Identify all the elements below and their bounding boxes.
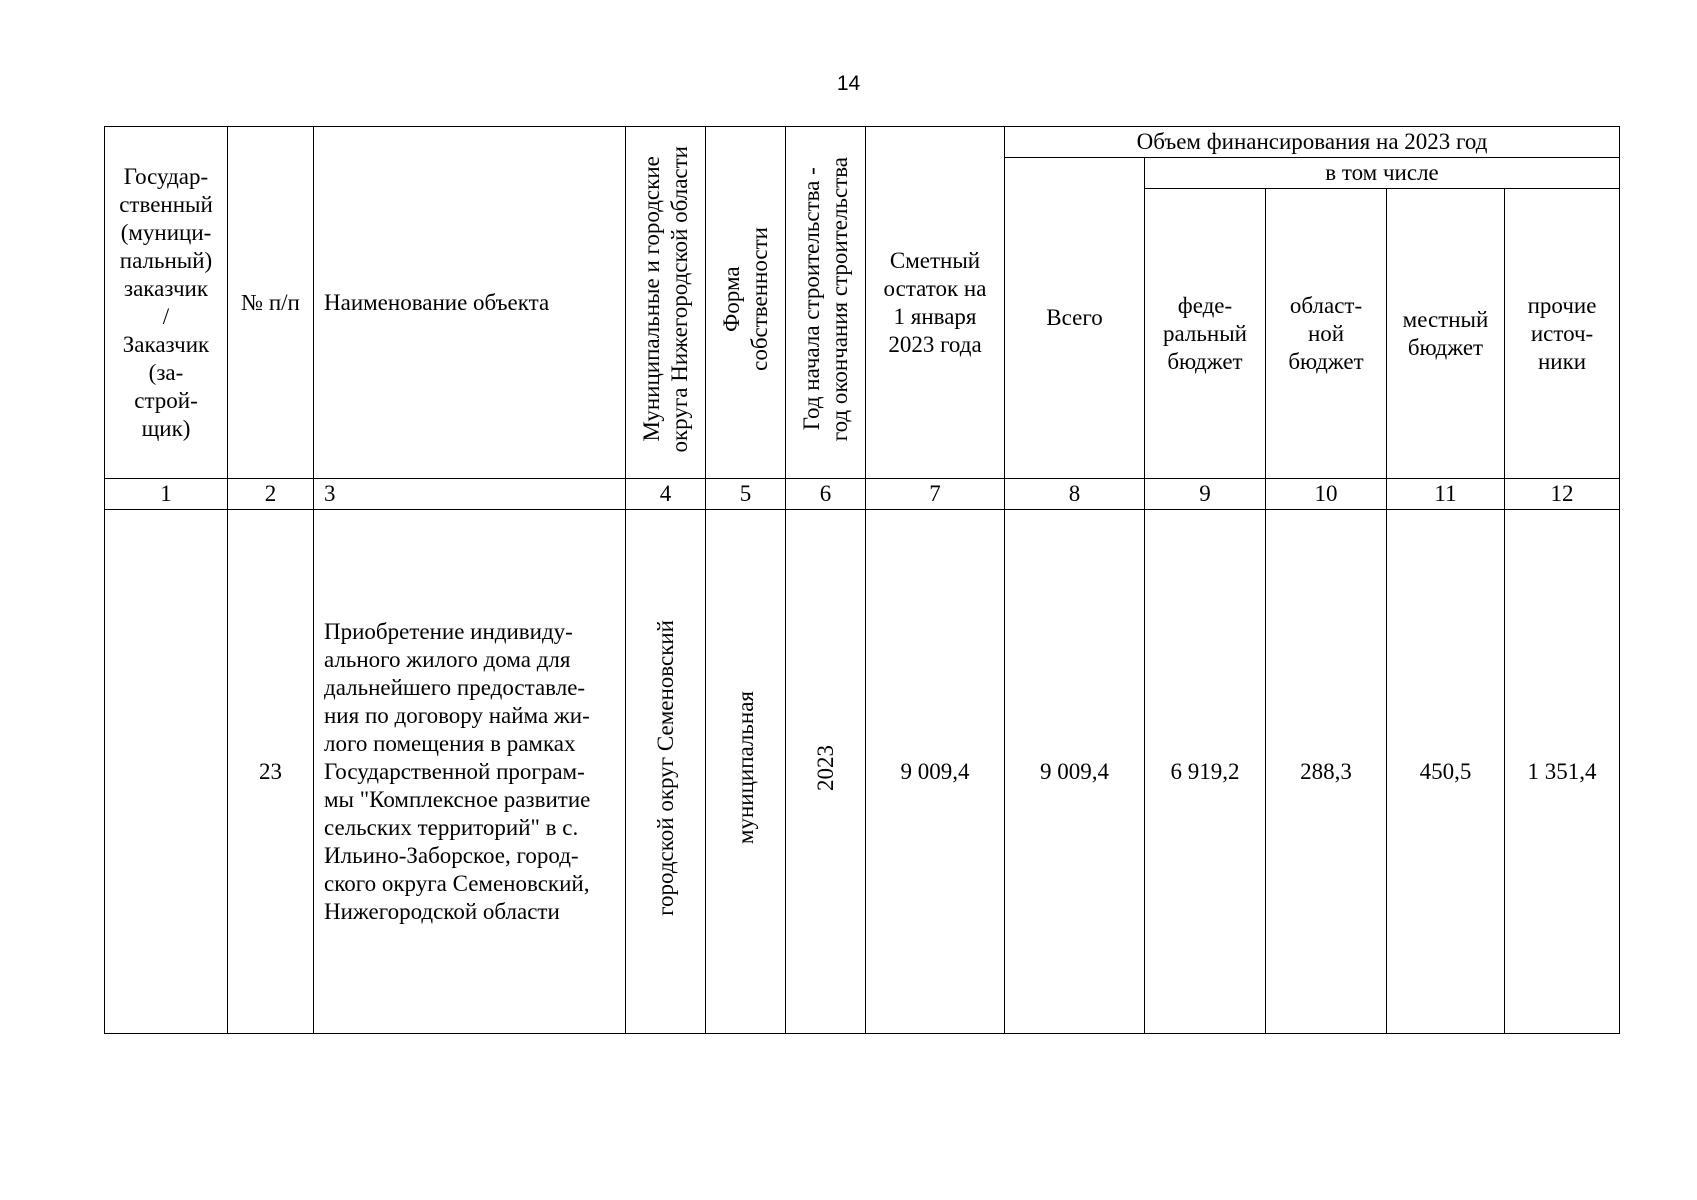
header-row-1 (105, 127, 1620, 158)
column-number: 2 (228, 479, 314, 510)
column-number: 5 (706, 479, 786, 510)
column-number: 9 (1145, 479, 1266, 510)
column-number: 6 (786, 479, 866, 510)
cell-other-sources: 1 351,4 (1505, 510, 1620, 1034)
header-estimate-balance: Сметный остаток на 1 января 2023 года (866, 127, 1005, 479)
cell-local-budget: 450,5 (1387, 510, 1505, 1034)
header-including: в том числе (1145, 158, 1620, 189)
header-construction-years: Год начала строительства - год окончания строительства (786, 127, 866, 479)
column-number: 1 (105, 479, 228, 510)
column-number: 12 (1505, 479, 1620, 510)
cell-estimate-balance: 9 009,4 (866, 510, 1005, 1034)
financing-table (104, 126, 1620, 1034)
cell-regional-budget: 288,3 (1266, 510, 1387, 1034)
cell-federal-budget: 6 919,2 (1145, 510, 1266, 1034)
cell-object-name: Приобретение индивиду- ального жилого дома для дальнейшего предоставле- ния по договору найма жи- лого помещения в рамках Государственной програм- мы "Комплексное развитие сельских территорий" в с. Ильино-Заборское, город- ского округа Семеновский, Нижегородской области (314, 510, 626, 1034)
cell-municipality: городской округ Семеновский (626, 510, 706, 1034)
column-number-row (105, 479, 1620, 510)
column-number: 10 (1266, 479, 1387, 510)
table-row (105, 510, 1620, 1034)
header-municipality: Муниципальные и городские округа Нижегородской области (626, 127, 706, 479)
cell-number: 23 (228, 510, 314, 1034)
header-federal-budget: феде- ральный бюджет (1145, 189, 1266, 479)
header-financing-group: Объем финансирования на 2023 год (1005, 127, 1620, 158)
header-object-name: Наименование объекта (314, 127, 626, 479)
cell-construction-years: 2023 (786, 510, 866, 1034)
cell-ownership: муниципальная (706, 510, 786, 1034)
page-number: 14 (836, 72, 861, 95)
column-number: 11 (1387, 479, 1505, 510)
header-customer: Государ- ственный (муници- пальный) заказчик / Заказчик (за- строй- щик) (105, 127, 228, 479)
cell-total: 9 009,4 (1005, 510, 1145, 1034)
column-number: 8 (1005, 479, 1145, 510)
header-total: Всего (1005, 158, 1145, 479)
column-number: 3 (314, 479, 626, 510)
header-other-sources: прочие источ- ники (1505, 189, 1620, 479)
header-local-budget: местный бюджет (1387, 189, 1505, 479)
header-number: № п/п (228, 127, 314, 479)
header-regional-budget: област- ной бюджет (1266, 189, 1387, 479)
header-ownership: Форма собственности (706, 127, 786, 479)
column-number: 7 (866, 479, 1005, 510)
cell-customer (105, 510, 228, 1034)
column-number: 4 (626, 479, 706, 510)
